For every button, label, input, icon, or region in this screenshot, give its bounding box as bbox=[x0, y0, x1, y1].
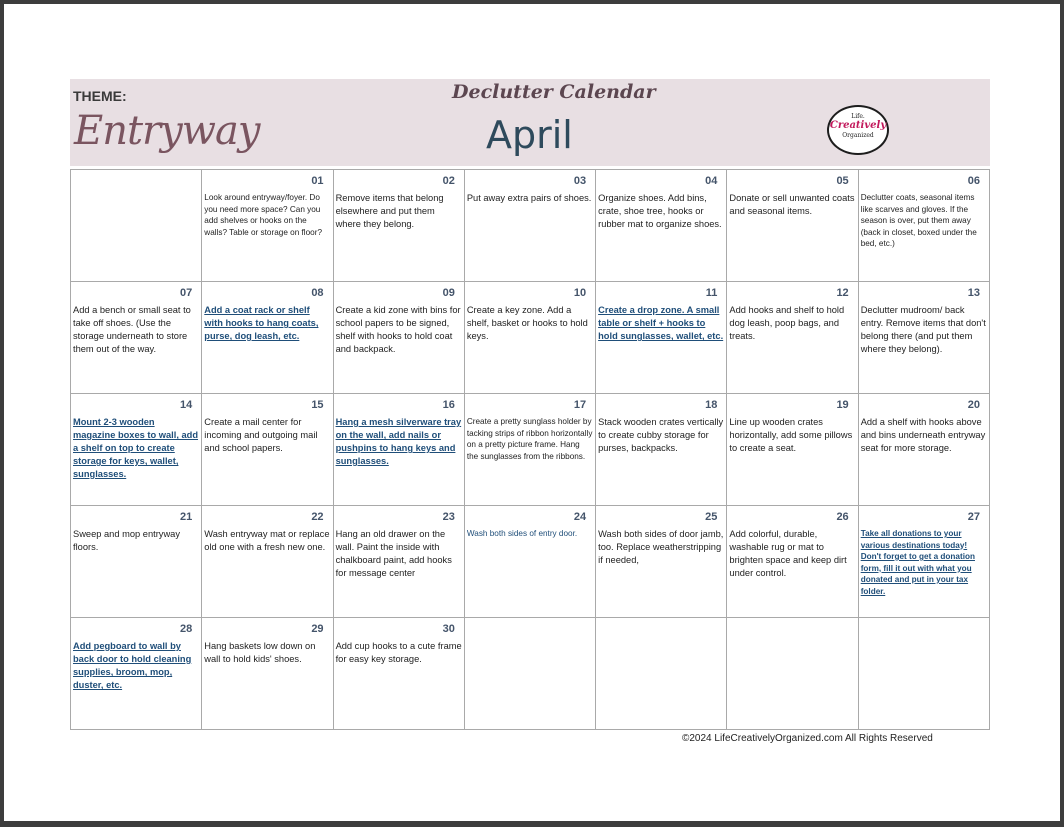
calendar-day-cell bbox=[464, 506, 595, 618]
day-number: 10 bbox=[573, 287, 587, 299]
calendar-day-cell bbox=[333, 394, 464, 506]
calendar-day-cell bbox=[333, 506, 464, 618]
day-task-link[interactable]: Create a drop zone. A small table or shelf + hooks to hold sunglasses, wallet, etc. bbox=[598, 305, 724, 341]
day-number bbox=[465, 618, 595, 636]
calendar-day-cell bbox=[596, 282, 727, 394]
day-number: 17 bbox=[573, 399, 587, 411]
calendar-title: Declutter Calendar bbox=[452, 81, 656, 103]
day-number: 11 bbox=[705, 287, 718, 299]
calendar-empty-cell bbox=[596, 618, 727, 730]
calendar-day-cell bbox=[596, 506, 727, 618]
day-number: 20 bbox=[967, 399, 980, 411]
day-task-link[interactable]: Add pegboard to wall by back door to hold cleaning supplies, broom, mop, duster, etc. bbox=[73, 641, 192, 690]
day-task-text bbox=[859, 636, 989, 640]
calendar-day-cell bbox=[464, 394, 595, 506]
day-task-text: Create a pretty sunglass holder by tacking strips of ribbon horizontally on a pretty picture frame. Hang the sunglasses from the ribbons. bbox=[466, 417, 593, 461]
day-number: 01 bbox=[311, 175, 324, 187]
theme-name: Entryway bbox=[74, 108, 260, 154]
calendar-empty-cell bbox=[727, 618, 858, 730]
day-task-text: Add hooks and shelf to hold dog leash, poop bags, and treats. bbox=[729, 305, 845, 341]
calendar-day-cell bbox=[727, 394, 858, 506]
calendar-empty-cell bbox=[858, 618, 989, 730]
day-number: 04 bbox=[705, 175, 718, 187]
calendar-day-cell bbox=[464, 282, 595, 394]
calendar-day-cell bbox=[333, 170, 464, 282]
day-task-text: Wash both sides of door jamb, too. Replace weatherstripping if needed, bbox=[598, 529, 724, 565]
day-number: 28 bbox=[180, 623, 193, 635]
day-number: 21 bbox=[180, 511, 193, 523]
day-number: 18 bbox=[705, 399, 718, 411]
calendar-day-cell bbox=[71, 282, 202, 394]
calendar-day-cell bbox=[858, 282, 989, 394]
copyright-footer: ©2024 LifeCreativelyOrganized.com All Rights Reserved bbox=[682, 733, 933, 744]
day-number: 12 bbox=[836, 287, 849, 299]
day-number: 13 bbox=[967, 287, 980, 299]
calendar-day-cell bbox=[727, 170, 858, 282]
calendar-week-row bbox=[71, 506, 990, 618]
day-task-text: Create a key zone. Add a shelf, basket or hooks to hold keys. bbox=[466, 305, 588, 341]
calendar-day-cell bbox=[858, 394, 989, 506]
day-number: 15 bbox=[311, 399, 324, 411]
calendar-day-cell bbox=[858, 170, 989, 282]
calendar-day-cell bbox=[202, 170, 333, 282]
day-number: 05 bbox=[836, 175, 849, 187]
day-task-link[interactable]: Add a coat rack or shelf with hooks to hang coats, purse, dog leash, etc. bbox=[204, 305, 319, 341]
calendar-day-cell bbox=[858, 506, 989, 618]
day-task-link[interactable]: Hang a mesh silverware tray on the wall, add nails or pushpins to hang keys and sunglasses. bbox=[335, 417, 462, 466]
calendar-day-cell bbox=[202, 394, 333, 506]
calendar-empty-cell bbox=[464, 618, 595, 730]
calendar-header bbox=[70, 79, 990, 166]
day-task-text: Add cup hooks to a cute frame for easy key storage. bbox=[335, 641, 462, 664]
calendar-empty-cell bbox=[71, 170, 202, 282]
day-task-text bbox=[465, 636, 595, 640]
calendar-week-row bbox=[71, 618, 990, 730]
day-task-text: Wash entryway mat or replace old one with a fresh new one. bbox=[204, 529, 330, 552]
day-task-link[interactable]: Mount 2-3 wooden magazine boxes to wall, add a shelf on top to create storage for keys, wallet, sunglasses. bbox=[73, 417, 199, 479]
day-task-text: Wash both sides of entry door. bbox=[466, 529, 578, 538]
day-number: 09 bbox=[442, 287, 455, 299]
day-number: 29 bbox=[311, 623, 324, 635]
day-number bbox=[71, 170, 201, 188]
day-number: 14 bbox=[180, 399, 193, 411]
day-task-text: Put away extra pairs of shoes. bbox=[466, 193, 592, 203]
calendar-day-cell bbox=[596, 394, 727, 506]
day-task-text: Line up wooden crates horizontally, add some pillows to create a seat. bbox=[729, 417, 853, 453]
day-number: 27 bbox=[967, 511, 980, 523]
month-title: April bbox=[486, 113, 573, 157]
day-number bbox=[859, 618, 989, 636]
day-task-text: Donate or sell unwanted coats and seasonal items. bbox=[729, 193, 855, 216]
day-task-text: Stack wooden crates vertically to create cubby storage for purses, backpacks. bbox=[598, 417, 724, 453]
day-task-text: Create a kid zone with bins for school papers to be signed, shelf with hooks to hold coat and backpack. bbox=[335, 305, 461, 354]
day-task-text: Add a shelf with hooks above and bins underneath entryway seat for more storage. bbox=[860, 417, 986, 453]
calendar-week-row bbox=[71, 170, 990, 282]
calendar-day-cell bbox=[333, 282, 464, 394]
calendar-day-cell bbox=[596, 170, 727, 282]
day-number: 07 bbox=[180, 287, 193, 299]
day-number bbox=[727, 618, 857, 636]
day-number bbox=[596, 618, 726, 636]
calendar-day-cell bbox=[71, 618, 202, 730]
day-task-text: Declutter mudroom/ back entry. Remove items that don't belong there (and put them where they belong). bbox=[860, 305, 986, 354]
calendar-day-cell bbox=[464, 170, 595, 282]
day-task-text bbox=[596, 636, 726, 640]
day-number: 26 bbox=[836, 511, 849, 523]
day-number: 24 bbox=[573, 511, 587, 523]
day-task-text: Remove items that belong elsewhere and put them where they belong. bbox=[335, 193, 444, 229]
calendar-week-row bbox=[71, 394, 990, 506]
day-task-link[interactable]: Take all donations to your various destinations today! Don't forget to get a donation form, fill it out with what you donated and put in your tax folder. bbox=[860, 529, 975, 596]
day-number: 23 bbox=[442, 511, 455, 523]
day-number: 19 bbox=[836, 399, 849, 411]
calendar-day-cell bbox=[71, 506, 202, 618]
day-task-text: Look around entryway/foyer. Do you need more space? Can you add shelves or hooks on the walls? Table or storage on floor? bbox=[204, 193, 323, 237]
day-task-text: Hang an old drawer on the wall. Paint the inside with chalkboard paint, add hooks for message center bbox=[335, 529, 452, 578]
day-task-text: Create a mail center for incoming and outgoing mail and school papers. bbox=[204, 417, 318, 453]
theme-label: THEME: bbox=[73, 88, 127, 104]
calendar-day-cell bbox=[71, 394, 202, 506]
day-task-text: Organize shoes. Add bins, crate, shoe tree, hooks or rubber mat to organize shoes. bbox=[598, 193, 722, 229]
calendar-day-cell bbox=[727, 506, 858, 618]
calendar-day-cell bbox=[202, 618, 333, 730]
day-task-text: Hang baskets low down on wall to hold kids' shoes. bbox=[204, 641, 316, 664]
calendar-day-cell bbox=[202, 506, 333, 618]
day-number: 22 bbox=[311, 511, 324, 523]
day-number: 06 bbox=[967, 175, 980, 187]
day-number: 25 bbox=[705, 511, 718, 523]
day-number: 02 bbox=[442, 175, 455, 187]
day-task-text: Declutter coats, seasonal items like scarves and gloves. If the season is over, put them away (back in closet, boxed under the bed, etc.) bbox=[860, 193, 977, 248]
calendar-day-cell bbox=[202, 282, 333, 394]
logo-line-2: Creatively bbox=[829, 120, 887, 131]
calendar-week-row bbox=[71, 282, 990, 394]
logo-line-3: Organized bbox=[842, 132, 874, 139]
day-number: 08 bbox=[311, 287, 324, 299]
logo-line-1: Life. bbox=[851, 113, 865, 120]
day-task-text bbox=[727, 636, 857, 640]
calendar-day-cell bbox=[727, 282, 858, 394]
day-number: 16 bbox=[442, 399, 455, 411]
day-number: 30 bbox=[442, 623, 455, 635]
day-number: 03 bbox=[573, 175, 587, 187]
day-task-text: Sweep and mop entryway floors. bbox=[73, 529, 180, 552]
day-task-text: Add a bench or small seat to take off shoes. (Use the storage underneath to store them out of the way. bbox=[73, 305, 191, 354]
calendar-grid bbox=[70, 169, 990, 730]
day-task-text bbox=[71, 188, 201, 192]
day-task-text: Add colorful, durable, washable rug or mat to brighten space and keep dirt under control. bbox=[729, 529, 847, 578]
calendar-day-cell bbox=[333, 618, 464, 730]
brand-logo bbox=[827, 105, 889, 155]
